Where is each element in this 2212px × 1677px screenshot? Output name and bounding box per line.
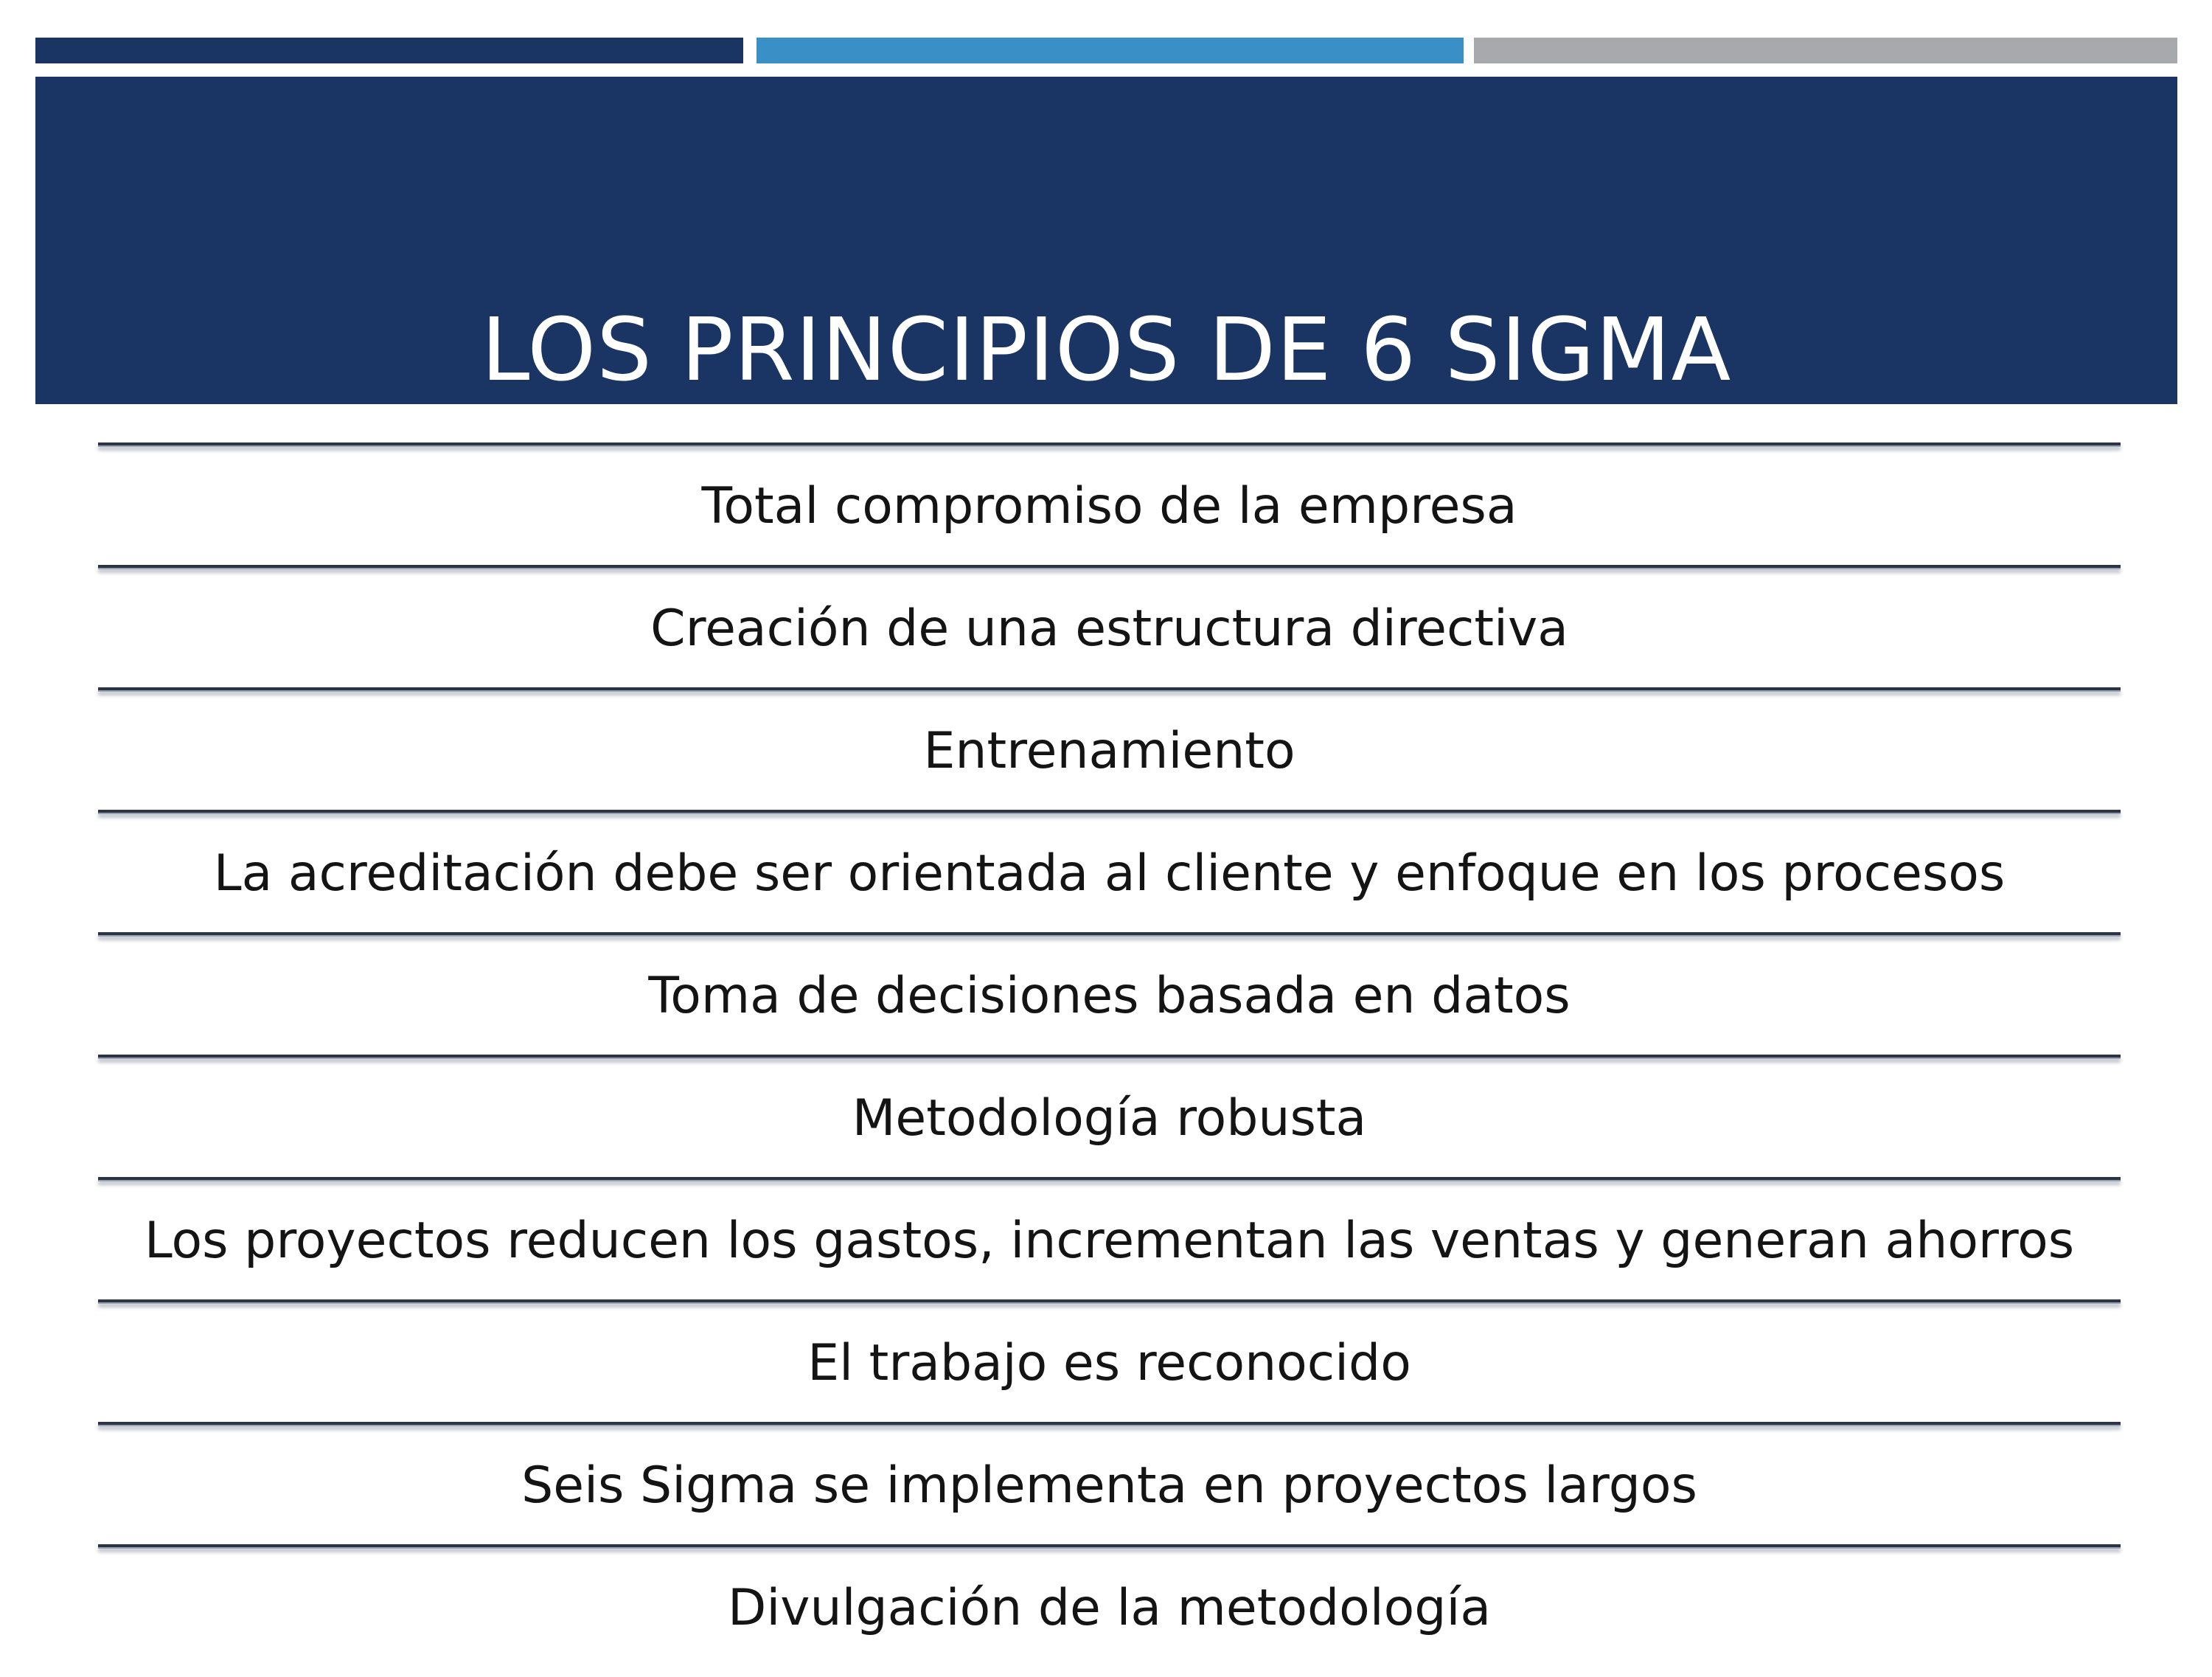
list-item <box>98 447 2121 565</box>
list-item <box>98 569 2121 687</box>
list-item-text: Divulgación de la metodología <box>727 1578 1492 1637</box>
list-item-text: El trabajo es reconocido <box>807 1333 1411 1392</box>
list-item-text: Seis Sigma se implementa en proyectos largos <box>521 1456 1697 1515</box>
list-item-text: Los proyectos reducen los gastos, incrementan las ventas y generan ahorros <box>144 1211 2075 1270</box>
list-item-text: Entrenamiento <box>923 721 1295 780</box>
list-item-text: Total compromiso de la empresa <box>701 476 1517 535</box>
accent-bar-light-blue <box>757 38 1464 63</box>
list-item <box>98 1181 2121 1299</box>
list-item <box>98 1426 2121 1544</box>
list-item <box>98 937 2121 1055</box>
principles-list <box>98 442 2121 1667</box>
list-item-text: Toma de decisiones basada en datos <box>648 966 1571 1025</box>
list-item <box>98 1549 2121 1667</box>
list-item <box>98 1304 2121 1422</box>
list-item-text: Creación de una estructura directiva <box>650 599 1568 658</box>
accent-bar-dark-blue <box>35 38 743 63</box>
list-item <box>98 1059 2121 1177</box>
title-band <box>35 77 2177 404</box>
accent-bar-gray <box>1474 38 2177 63</box>
list-item-text: Metodología robusta <box>852 1089 1367 1147</box>
list-item <box>98 814 2121 932</box>
list-item <box>98 692 2121 810</box>
list-item-text: La acreditación debe ser orientada al cliente y enfoque en los procesos <box>213 844 2006 903</box>
slide-title: LOS PRINCIPIOS DE 6 SIGMA <box>481 299 1732 400</box>
